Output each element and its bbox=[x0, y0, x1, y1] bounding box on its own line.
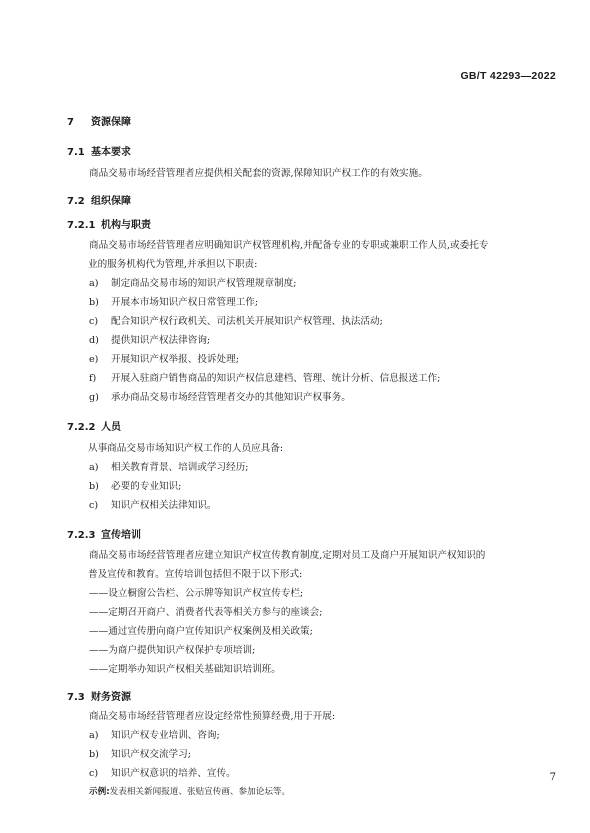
dash-item: ——定期举办知识产权相关基础知识培训班。 bbox=[89, 664, 281, 675]
section-7-2-3-heading bbox=[67, 526, 141, 541]
section-title: 组织保障 bbox=[91, 196, 131, 207]
section-number: 7.3 bbox=[67, 692, 85, 703]
section-number: 7.1 bbox=[67, 147, 85, 158]
paragraph: 商品交易市场经营管理者应提供相关配套的资源,保障知识产权工作的有效实施。 bbox=[89, 168, 428, 179]
section-7-3-heading bbox=[67, 688, 131, 703]
section-number: 7.2.3 bbox=[67, 530, 96, 541]
dash-item: ——设立橱窗公告栏、公示牌等知识产权宣传专栏; bbox=[89, 588, 304, 599]
paragraph: 商品交易市场经营管理者应设定经常性预算经费,用于开展: bbox=[89, 711, 336, 722]
example-label: 示例: bbox=[89, 787, 110, 797]
section-title: 人员 bbox=[101, 422, 121, 433]
standard-code: GB/T 42293—2022 bbox=[460, 70, 556, 82]
list-item: a) 制定商品交易市场的知识产权管理规章制度; bbox=[89, 278, 297, 289]
list-item: b) 知识产权交流学习; bbox=[89, 749, 191, 760]
list-item: b) 开展本市场知识产权日常管理工作; bbox=[89, 297, 259, 308]
section-7-2-heading bbox=[67, 192, 131, 207]
list-item: a) 知识产权专业培训、咨询; bbox=[89, 730, 220, 741]
section-title: 财务资源 bbox=[91, 692, 131, 703]
list-item: c) 知识产权相关法律知识。 bbox=[89, 500, 217, 511]
paragraph-line: 业的服务机构代为管理,并承担以下职责: bbox=[88, 259, 258, 270]
section-7-heading bbox=[67, 113, 131, 128]
section-number: 7.2 bbox=[67, 196, 85, 207]
list-item: b) 必要的专业知识; bbox=[89, 481, 182, 492]
section-number: 7.2.1 bbox=[67, 220, 96, 231]
section-title: 宣传培训 bbox=[101, 530, 141, 541]
example-note bbox=[89, 785, 290, 797]
paragraph-line: 普及宣传和教育。宣传培训包括但不限于以下形式: bbox=[88, 569, 303, 580]
section-title: 基本要求 bbox=[91, 147, 131, 158]
section-title: 资源保障 bbox=[91, 117, 131, 128]
section-number: 7.2.2 bbox=[67, 422, 96, 433]
list-item: a) 相关教育背景、培训或学习经历; bbox=[89, 462, 249, 473]
section-7-2-1-heading bbox=[67, 216, 151, 231]
section-7-1-heading bbox=[67, 143, 131, 158]
list-item: e) 开展知识产权举报、投诉处理; bbox=[89, 354, 239, 365]
list-item: c) 配合知识产权行政机关、司法机关开展知识产权管理、执法活动; bbox=[89, 316, 383, 327]
paragraph-line: 商品交易市场经营管理者应明确知识产权管理机构,并配备专业的专职或兼职工作人员,或委托专 bbox=[89, 240, 489, 251]
paragraph-line: 商品交易市场经营管理者应建立知识产权宣传教育制度,定期对员工及商户开展知识产权知识的 bbox=[89, 550, 486, 561]
dash-item: ——通过宣传册向商户宣传知识产权案例及相关政策; bbox=[89, 626, 313, 637]
section-number: 7 bbox=[67, 117, 74, 128]
paragraph: 从事商品交易市场知识产权工作的人员应具备: bbox=[88, 443, 284, 454]
dash-item: ——定期召开商户、消费者代表等相关方参与的座谈会; bbox=[89, 607, 323, 618]
list-item: d) 提供知识产权法律咨询; bbox=[89, 335, 211, 346]
list-item: f) 开展入驻商户销售商品的知识产权信息建档、管理、统计分析、信息报送工作; bbox=[89, 373, 441, 384]
section-7-2-2-heading bbox=[67, 418, 121, 433]
list-item: g) 承办商品交易市场经营管理者交办的其他知识产权事务。 bbox=[89, 392, 351, 403]
section-title: 机构与职责 bbox=[101, 220, 151, 231]
page-number: 7 bbox=[549, 772, 556, 783]
list-item: c) 知识产权意识的培养、宣传。 bbox=[89, 768, 236, 779]
dash-item: ——为商户提供知识产权保护专项培训; bbox=[89, 645, 256, 656]
example-text: 发表相关新闻报道、张贴宣传画、参加论坛等。 bbox=[109, 787, 291, 797]
